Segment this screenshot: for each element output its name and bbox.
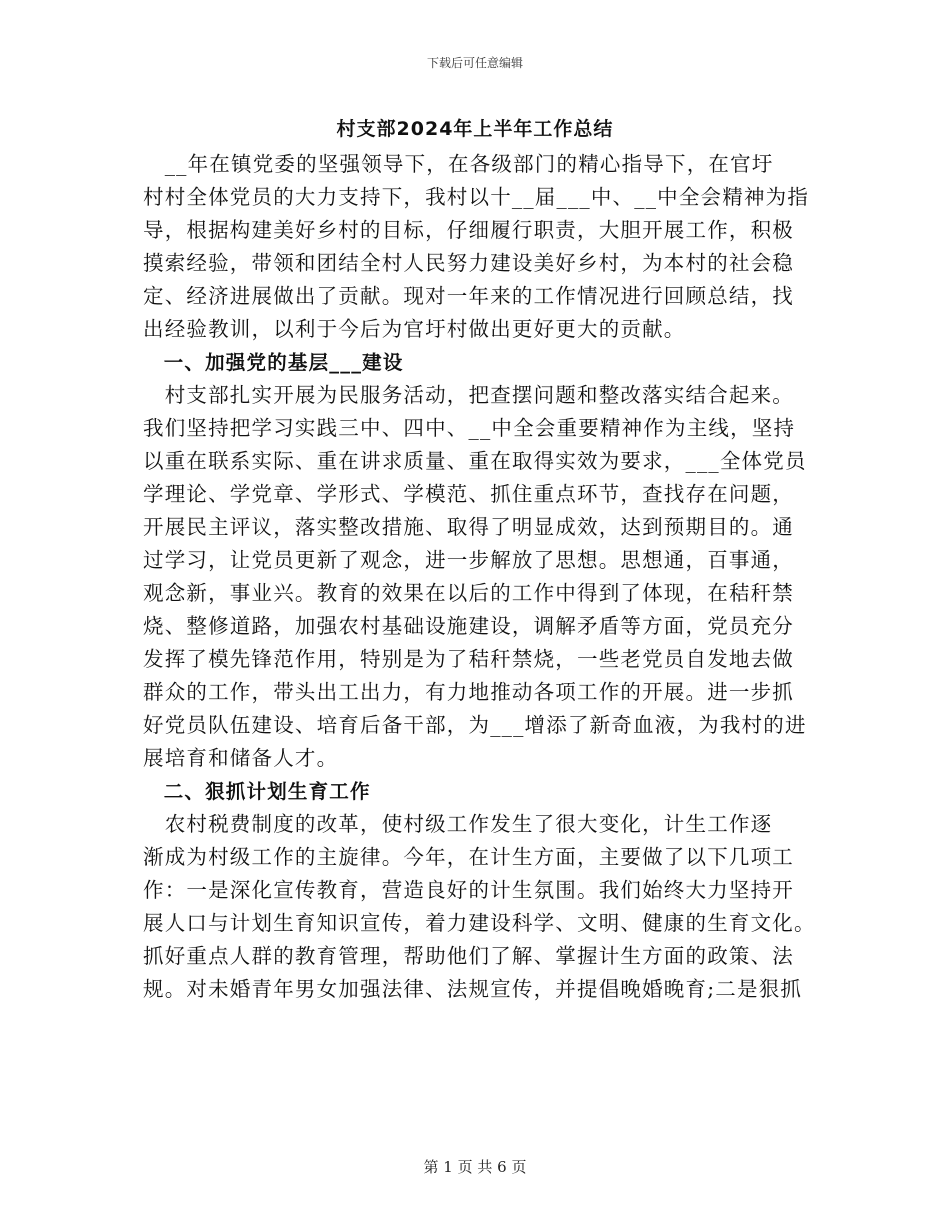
- page-footer: 第 1 页 共 6 页: [423, 1158, 527, 1176]
- body-text-line: 规。对未婚青年男女加强法律、法规宣传，并提倡晚婚晚育;二是狠抓: [143, 977, 803, 1001]
- body-text-line: 村村全体党员的大力支持下，我村以十__届___中、__中全会精神为指: [143, 185, 810, 209]
- body-text-line: 好党员队伍建设、培育后备干部，为___增添了新奇血液，为我村的进: [143, 713, 807, 737]
- header-note: 下载后可任意编辑: [426, 56, 523, 70]
- body-text-line: 作：一是深化宣传教育，营造良好的计生氛围。我们始终大力坚持开: [143, 878, 794, 902]
- body-text-line: 定、经济进展做出了贡献。现对一年来的工作情况进行回顾总结，找: [143, 284, 794, 308]
- document-title: 村支部2024年上半年工作总结: [336, 118, 614, 140]
- body-text-line: 展培育和储备人才。: [143, 746, 339, 770]
- section-heading: 二、狠抓计划生育工作: [143, 780, 371, 803]
- section-heading: 一、加强党的基层___建设: [143, 351, 404, 374]
- body-text-line: 农村税费制度的改革，使村级工作发生了很大变化，计生工作逐: [143, 812, 773, 836]
- body-text-line: 导，根据构建美好乡村的目标，仔细履行职责，大胆开展工作，积极: [143, 218, 794, 242]
- body-text-line: 出经验教训，以利于今后为官圩村做出更好更大的贡献。: [143, 317, 686, 341]
- body-text-line: 群众的工作，带头出工出力，有力地推动各项工作的开展。进一步抓: [143, 680, 794, 704]
- body-text-line: 我们坚持把学习实践三中、四中、__中全会重要精神作为主线，坚持: [143, 416, 796, 440]
- body-text-line: 展人口与计划生育知识宣传，着力建设科学、文明、健康的生育文化。: [143, 911, 816, 935]
- body-text-line: 以重在联系实际、重在讲求质量、重在取得实效为要求，___全体党员: [143, 449, 807, 473]
- body-text-line: __年在镇党委的坚强领导下，在各级部门的精心指导下，在官圩: [143, 152, 774, 176]
- body-text-line: 发挥了模先锋范作用，特别是为了秸秆禁烧，一些老党员自发地去做: [143, 647, 794, 671]
- body-text-line: 学理论、学党章、学形式、学模范、抓住重点环节，查找存在问题，: [143, 482, 794, 506]
- body-text-line: 村支部扎实开展为民服务活动，把查摆问题和整改落实结合起来。: [143, 383, 794, 407]
- body-text-line: 观念新，事业兴。教育的效果在以后的工作中得到了体现，在秸秆禁: [143, 581, 794, 605]
- body-text-line: 摸索经验，带领和团结全村人民努力建设美好乡村，为本村的社会稳: [143, 251, 794, 275]
- body-text-line: 抓好重点人群的教育管理，帮助他们了解、掌握计生方面的政策、法: [143, 944, 794, 968]
- body-text-line: 烧、整修道路，加强农村基础设施建设，调解矛盾等方面，党员充分: [143, 614, 794, 638]
- body-text-line: 渐成为村级工作的主旋律。今年，在计生方面，主要做了以下几项工: [143, 845, 794, 869]
- body-text-line: 开展民主评议，落实整改措施、取得了明显成效，达到预期目的。通: [143, 515, 794, 539]
- body-text-line: 过学习，让党员更新了观念，进一步解放了思想。思想通，百事通，: [143, 548, 794, 572]
- document-body: [143, 148, 816, 1006]
